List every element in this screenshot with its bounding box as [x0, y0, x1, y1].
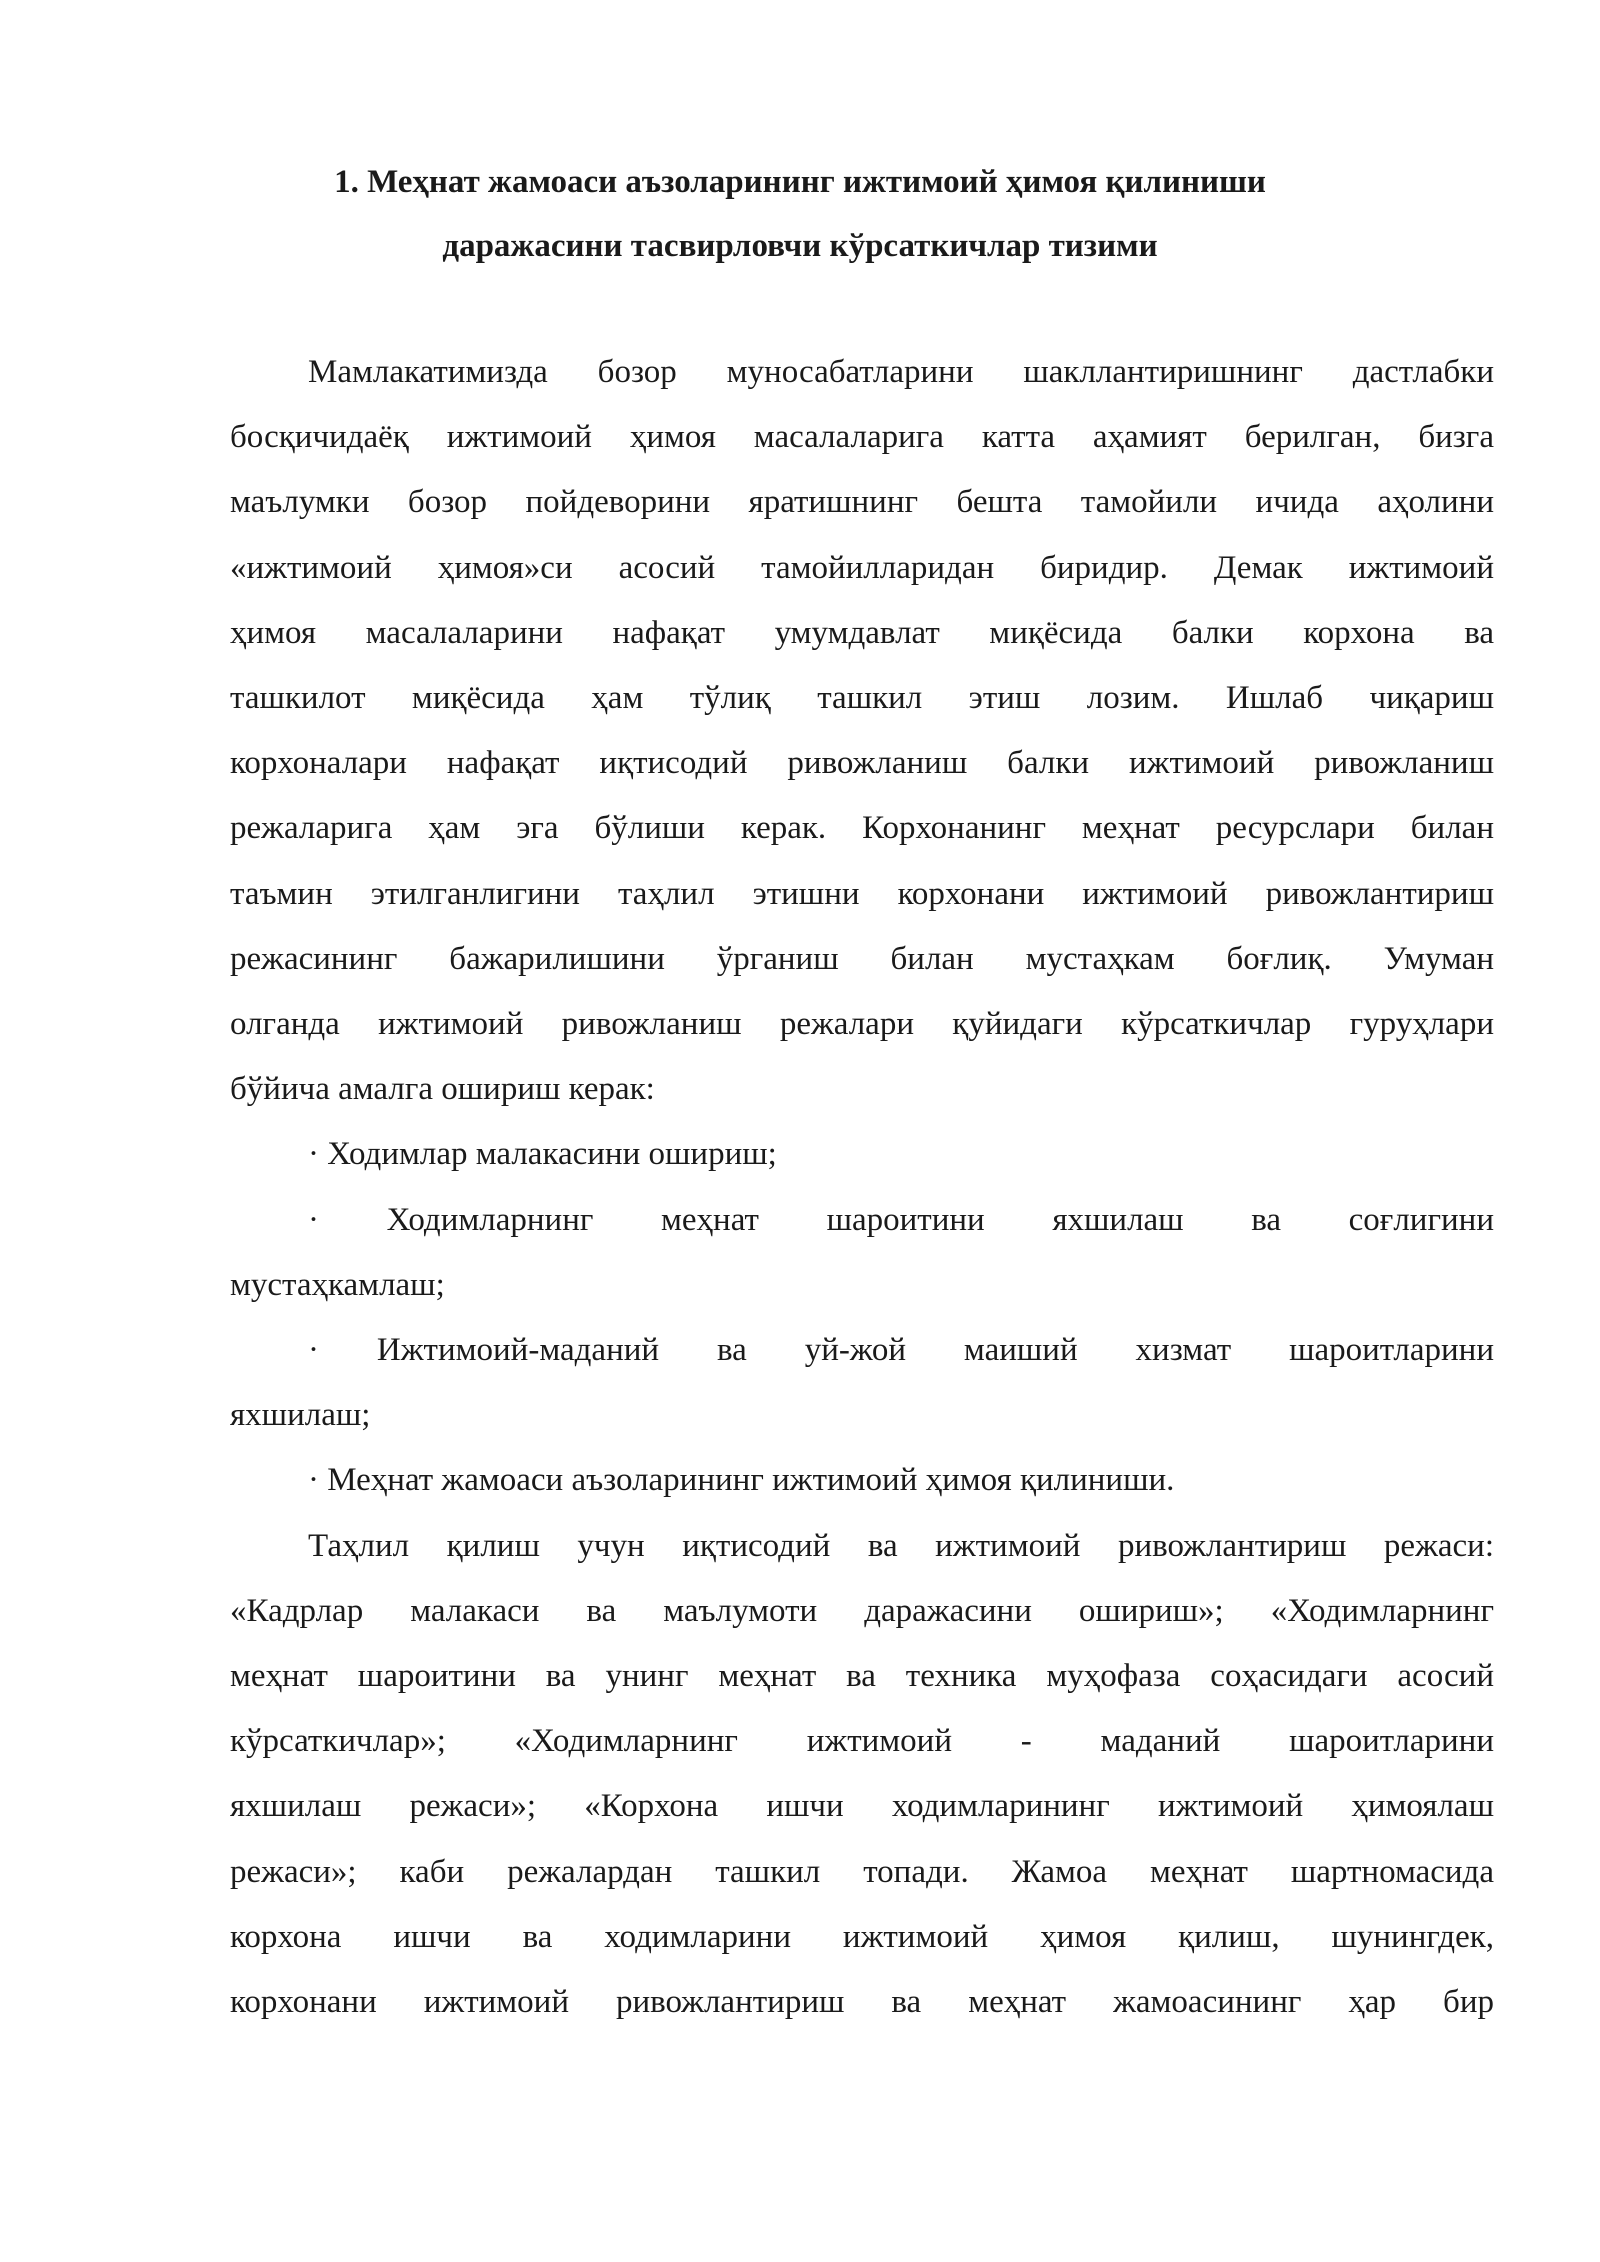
bullet-item	[230, 1122, 1494, 1187]
text-line: яхшилаш режаси»; «Корхона ишчи ходимларининг ижтимоий ҳимоялаш	[230, 1788, 1494, 1825]
heading-line-1: 1. Меҳнат жамоаси аъзоларининг ижтимоий ҳимоя қилиниши	[334, 164, 1266, 200]
text-line: режаларига ҳам эга бўлиши керак. Корхонанинг меҳнат ресурслари билан	[230, 810, 1494, 847]
bullet-item	[230, 1188, 1494, 1318]
text-line: маълумки бозор пойдеворини яратишнинг бешта тамойили ичида аҳолини	[230, 484, 1494, 521]
text-line: «Кадрлар малакаси ва маълумоти даражасини ошириш»; «Ходимларнинг	[230, 1592, 1494, 1629]
bullet-text: · Ходимларнинг меҳнат шароитини яхшилаш ва соғлигини	[308, 1201, 1494, 1238]
text-line: корхоналари нафақат иқтисодий ривожланиш балки ижтимоий ривожланиш	[230, 745, 1494, 782]
text-line: режаси»; каби режалардан ташкил топади. Жамоа меҳнат шартномасида	[230, 1853, 1494, 1890]
text-line: таъмин этилганлигини таҳлил этишни корхонани ижтимоий ривожлантириш	[230, 875, 1494, 912]
paragraph-analysis	[230, 1514, 1494, 2036]
heading-line-2: даражасини тасвирловчи кўрсаткичлар тизими	[442, 228, 1158, 264]
text-line: Мамлакатимизда бозор муносабатларини шакллантиришнинг дастлабки	[308, 354, 1494, 390]
text-line: кўрсаткичлар»; «Ходимларнинг ижтимоий - маданий шароитларини	[230, 1723, 1494, 1760]
text-line: режасининг бажарилишини ўрганиш билан мустаҳкам боғлиқ. Умуман	[230, 940, 1494, 977]
text-line: корхона ишчи ва ходимларини ижтимоий ҳимоя қилиш, шунингдек,	[230, 1918, 1494, 1955]
paragraph-intro	[230, 340, 1494, 1122]
text-line: олганда ижтимоий ривожланиш режалари қуйидаги кўрсаткичлар гуруҳлари	[230, 1006, 1494, 1043]
bullet-text: мустаҳкамлаш;	[230, 1266, 445, 1303]
section-heading	[200, 150, 1400, 278]
bullet-item	[230, 1318, 1494, 1448]
bullet-text: · Ходимлар малакасини ошириш;	[308, 1136, 777, 1173]
text-line: ташкилот миқёсида ҳам тўлиқ ташкил этиш лозим. Ишлаб чиқариш	[230, 680, 1494, 717]
bullet-text: яхшилаш;	[230, 1397, 371, 1434]
text-line: босқичидаёқ ижтимоий ҳимоя масалаларига катта аҳамият берилган, бизга	[230, 419, 1494, 456]
text-line: «ижтимоий ҳимоя»си асосий тамойилларидан биридир. Демак ижтимоий	[230, 549, 1494, 586]
text-line: корхонани ижтимоий ривожлантириш ва меҳнат жамоасининг ҳар бир	[230, 1984, 1494, 2021]
text-line: ҳимоя масалаларини нафақат умумдавлат миқёсида балки корхона ва	[230, 614, 1494, 651]
bullet-text: · Ижтимоий-маданий ва уй-жой маиший хизмат шароитларини	[308, 1332, 1494, 1369]
bullet-item	[230, 1448, 1494, 1513]
text-line: Таҳлил қилиш учун иқтисодий ва ижтимоий ривожлантириш режаси:	[308, 1527, 1494, 1564]
document-body	[230, 340, 1494, 2035]
text-line: бўйича амалга ошириш керак:	[230, 1071, 655, 1108]
bullet-text: · Меҳнат жамоаси аъзоларининг ижтимоий ҳимоя қилиниши.	[308, 1462, 1175, 1499]
text-line: меҳнат шароитини ва унинг меҳнат ва техника муҳофаза соҳасидаги асосий	[230, 1658, 1494, 1695]
